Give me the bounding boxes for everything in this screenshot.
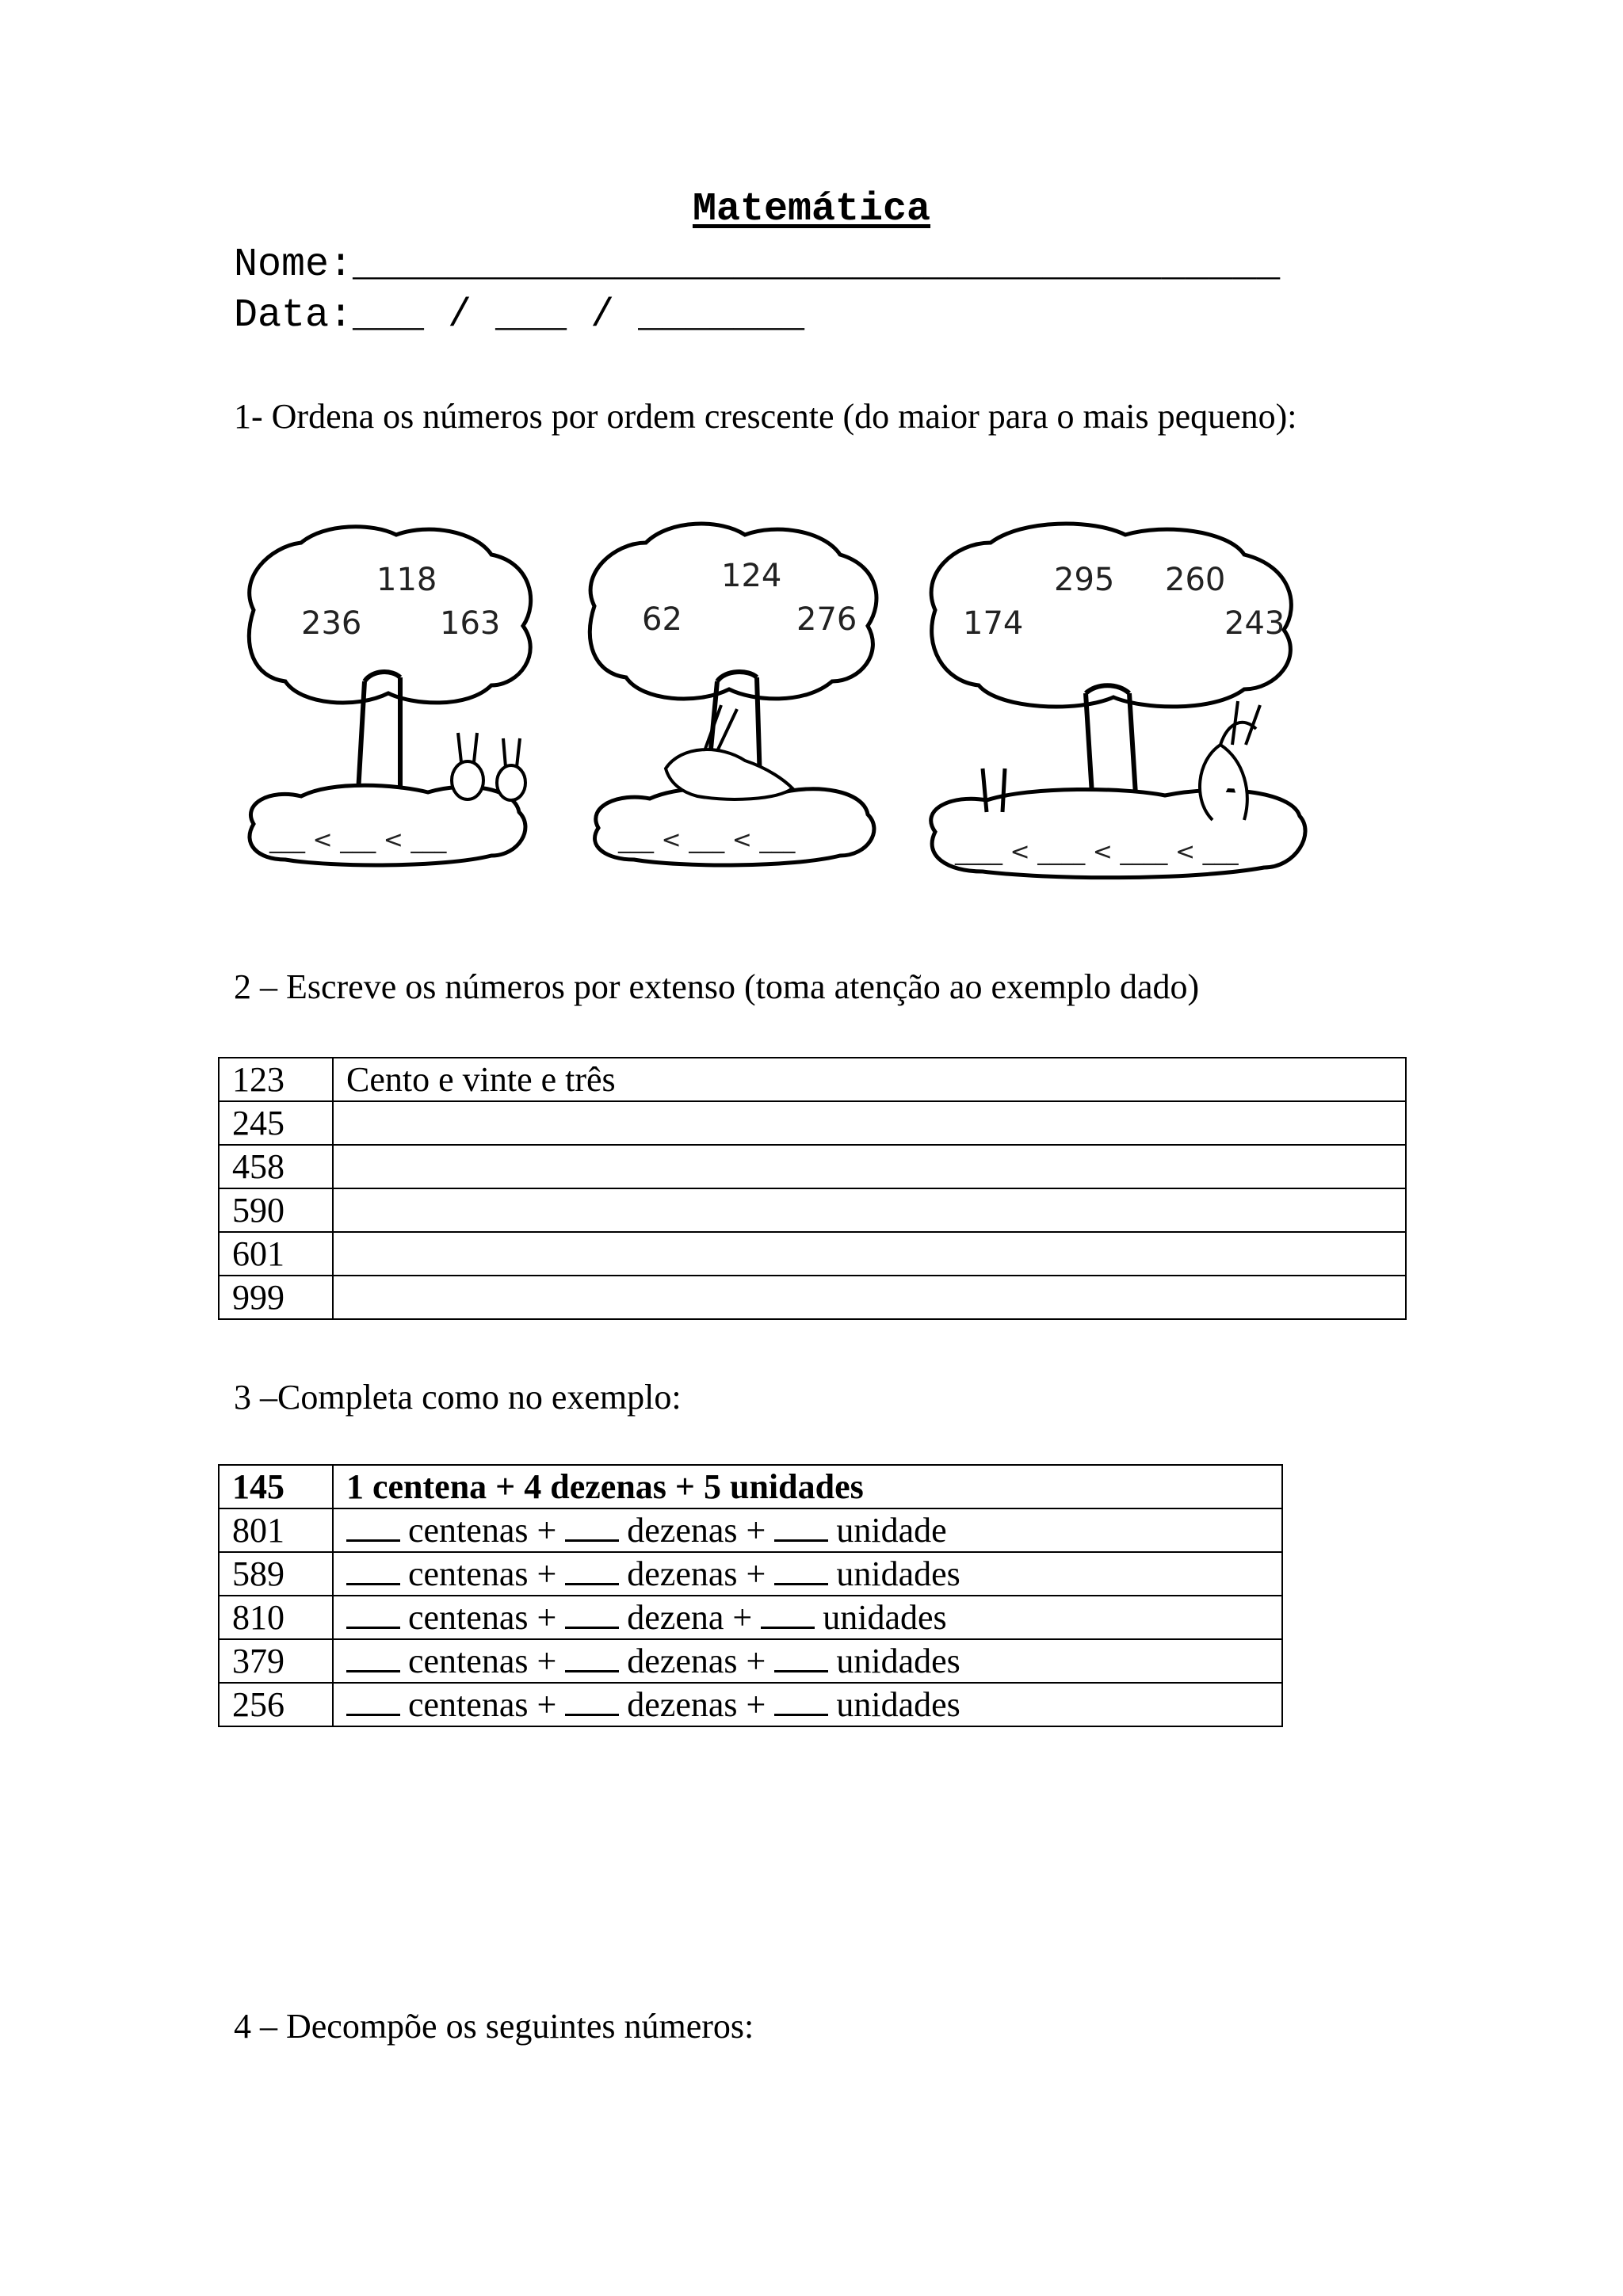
blank-line[interactable] — [565, 1554, 619, 1585]
tree-3-number-2: 260 — [1165, 562, 1226, 598]
table-row — [219, 1639, 1282, 1683]
table-row — [219, 1145, 1406, 1188]
dezenas-label: dezenas + — [627, 1642, 766, 1680]
blank-line[interactable] — [774, 1511, 828, 1542]
centenas-label: centenas + — [408, 1511, 557, 1550]
tree-1-number-3: 163 — [440, 605, 501, 642]
table-row — [219, 1101, 1406, 1145]
number-cell: 801 — [219, 1508, 333, 1552]
number-cell: 810 — [219, 1596, 333, 1639]
tree-3 — [931, 524, 1305, 878]
blank-line[interactable] — [346, 1642, 400, 1672]
rabbit-icon-2 — [497, 765, 525, 800]
decomposition-cell[interactable] — [333, 1508, 1282, 1552]
dezenas-label: dezena + — [627, 1598, 753, 1637]
text-cell[interactable] — [333, 1145, 1406, 1188]
blank-line[interactable] — [565, 1685, 619, 1716]
blank-line[interactable] — [774, 1554, 828, 1585]
question-2-instruction: 2 – Escreve os números por extenso (toma atenção ao exemplo dado) — [234, 967, 1200, 1006]
table-row — [219, 1552, 1282, 1596]
trees-illustration — [238, 507, 1316, 903]
decomposition-cell[interactable] — [333, 1639, 1282, 1683]
rabbit-icon — [452, 761, 483, 799]
decomposition-cell[interactable] — [333, 1683, 1282, 1726]
unidades-label: unidades — [836, 1554, 960, 1593]
blank-line[interactable] — [774, 1642, 828, 1672]
decomposition-cell[interactable] — [333, 1596, 1282, 1639]
blank-line[interactable] — [346, 1511, 400, 1542]
dezenas-label: dezenas + — [627, 1685, 766, 1724]
extenso-table — [218, 1057, 1407, 1320]
dezenas-label: dezenas + — [627, 1554, 766, 1593]
centenas-label: centenas + — [408, 1685, 557, 1724]
blank-line[interactable] — [761, 1598, 815, 1629]
number-cell: 601 — [219, 1232, 333, 1276]
tree-3-number-1: 295 — [1054, 562, 1115, 598]
unidades-label: unidade — [836, 1511, 947, 1550]
example-text-cell: 1 centena + 4 dezenas + 5 unidades — [333, 1465, 1282, 1508]
number-cell: 145 — [219, 1465, 333, 1508]
blank-line[interactable] — [565, 1511, 619, 1542]
blank-line[interactable] — [346, 1598, 400, 1629]
table-row — [219, 1508, 1282, 1552]
tree-2-number-1: 124 — [721, 558, 782, 594]
unidades-label: unidades — [836, 1642, 960, 1680]
number-cell: 999 — [219, 1276, 333, 1319]
tree-3-order-blanks[interactable]: ____ < ____ < ____ < ___ — [955, 838, 1239, 866]
number-cell: 589 — [219, 1552, 333, 1596]
decomposition-table — [218, 1464, 1283, 1727]
blank-line[interactable] — [565, 1642, 619, 1672]
tree-2 — [590, 524, 876, 865]
dezenas-label: dezenas + — [627, 1511, 766, 1550]
tree-3-number-4: 243 — [1224, 605, 1285, 642]
number-cell: 256 — [219, 1683, 333, 1726]
unidades-label: unidades — [836, 1685, 960, 1724]
blank-line[interactable] — [346, 1685, 400, 1716]
table-row — [219, 1188, 1406, 1232]
tree-2-number-3: 276 — [796, 601, 857, 638]
question-1-instruction: 1- Ordena os números por ordem crescente (do maior para o mais pequeno): — [234, 397, 1297, 436]
table-row — [219, 1058, 1406, 1101]
tree-1-number-2: 236 — [301, 605, 362, 642]
table-row — [219, 1683, 1282, 1726]
table-row — [219, 1276, 1406, 1319]
name-field[interactable]: Nome:_______________________________________ — [234, 242, 1281, 288]
table-row — [219, 1232, 1406, 1276]
tree-1 — [249, 527, 530, 865]
number-cell: 590 — [219, 1188, 333, 1232]
page-title: Matemática — [692, 187, 931, 232]
jumping-rabbit-icon — [666, 705, 792, 799]
number-cell: 245 — [219, 1101, 333, 1145]
date-field[interactable]: Data:___ / ___ / _______ — [234, 293, 805, 338]
centenas-label: centenas + — [408, 1598, 557, 1637]
text-cell[interactable] — [333, 1188, 1406, 1232]
question-4-instruction: 4 – Decompõe os seguintes números: — [234, 2007, 754, 2046]
question-3-instruction: 3 –Completa como no exemplo: — [234, 1378, 682, 1417]
tree-1-order-blanks[interactable]: ___ < ___ < ___ — [269, 826, 447, 854]
blank-line[interactable] — [774, 1685, 828, 1716]
text-cell[interactable] — [333, 1101, 1406, 1145]
text-cell[interactable] — [333, 1232, 1406, 1276]
number-cell: 379 — [219, 1639, 333, 1683]
unidades-label: unidades — [823, 1598, 947, 1637]
table-row — [219, 1596, 1282, 1639]
number-cell: 123 — [219, 1058, 333, 1101]
blank-line[interactable] — [346, 1554, 400, 1585]
number-cell: 458 — [219, 1145, 333, 1188]
tree-2-order-blanks[interactable]: ___ < ___ < ___ — [618, 826, 796, 854]
blank-line[interactable] — [565, 1598, 619, 1629]
decomposition-cell[interactable] — [333, 1552, 1282, 1596]
tree-2-number-2: 62 — [642, 601, 682, 638]
example-row — [219, 1465, 1282, 1508]
tree-3-number-3: 174 — [963, 605, 1024, 642]
text-cell[interactable]: Cento e vinte e três — [333, 1058, 1406, 1101]
text-cell[interactable] — [333, 1276, 1406, 1319]
centenas-label: centenas + — [408, 1554, 557, 1593]
tree-1-number-1: 118 — [376, 562, 437, 598]
centenas-label: centenas + — [408, 1642, 557, 1680]
